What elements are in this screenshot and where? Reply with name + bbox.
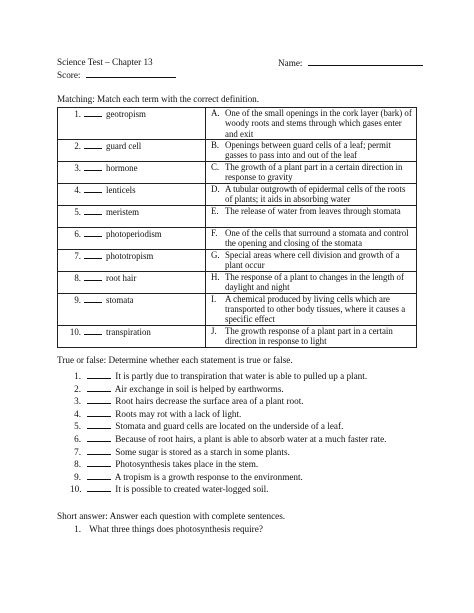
answer-blank [87,395,111,404]
definition-letter: J. [211,325,217,336]
item-number: 5. [74,421,81,432]
matching-row [58,227,417,249]
short-answer-item [70,524,263,535]
answer-blank [87,458,111,467]
answer-blank [84,162,102,171]
term-text: meristem [106,206,140,217]
definition-line: specific effect [225,314,275,325]
short-answer-instructions: Short answer: Answer each question with complete sentences. [57,511,286,521]
term-number: 7. [74,250,81,261]
statement-text: A tropism is a growth response to the environment. [114,471,303,482]
item-number: 7. [74,446,81,457]
matching-row [58,293,417,325]
definition-letter: G. [211,249,220,260]
term-number: 9. [74,294,81,305]
definition-line: The release of water from leaves through stomata [225,205,401,216]
matching-row [58,325,417,347]
statement-text: Some sugar is stored as a starch in some plants. [115,446,290,457]
definition-letter: H. [211,271,220,282]
term-text: root hair [106,272,137,283]
definition-line: transported to other body tissues, where it causes a [225,304,406,315]
definition-letter: E. [211,205,219,216]
true-false-item [70,433,386,445]
item-number: 3. [74,396,81,407]
definition-line: of plants; it aids in absorbing water [225,194,351,205]
matching-row [58,205,417,227]
term-text: lenticels [106,184,136,195]
score-field [57,69,176,81]
answer-blank [84,140,102,149]
answer-blank [87,383,111,392]
answer-blank [87,370,111,379]
answer-blank [87,408,111,417]
answer-blank [87,483,111,492]
answer-blank [84,206,102,215]
true-false-item [70,471,303,483]
matching-row [58,161,417,183]
matching-row [58,271,417,293]
term-text: transpiration [106,326,151,337]
true-false-item [70,446,290,458]
score-blank [86,69,176,78]
definition-line: Special areas where cell division and growth of a [225,249,400,260]
term-number: 6. [74,228,81,239]
matching-definition-cell [206,183,417,205]
answer-blank [84,250,102,259]
answer-blank [84,228,102,237]
matching-instructions: Matching: Match each term with the correct definition. [57,94,260,104]
matching-term-cell [58,325,206,347]
answer-blank [84,294,102,303]
matching-definition-cell [206,271,417,293]
statement-text: It is partly due to transpiration that water is able to pulled up a plant. [115,371,368,381]
answer-blank [84,184,102,193]
term-number: 4. [74,184,81,195]
statement-text: Root hairs decrease the surface area of a plant root. [115,396,304,407]
score-label: Score: [57,70,81,80]
term-number: 2. [74,140,81,151]
matching-definition-cell [206,249,417,271]
matching-row [58,249,417,271]
statement-text: Air exchange in soil is helped by earthworms. [114,383,284,394]
definition-letter: F. [211,227,218,238]
definition-line: gasses to pass into and out of the leaf [225,150,358,161]
definition-line: response to gravity [225,172,293,183]
statement-text: It is possible to created water-logged soil. [115,484,269,495]
true-false-item [70,408,241,420]
term-text: guard cell [106,140,142,151]
matching-definition-cell [206,161,417,183]
item-number: 8. [74,459,81,470]
term-text: stomata [106,294,134,305]
definition-line: The growth response of a plant part in a certain [225,325,393,336]
name-label: Name: [278,58,303,68]
item-number: 10. [70,484,82,495]
definition-letter: D. [211,183,220,194]
answer-blank [87,446,111,455]
definition-line: direction in response to light [225,336,327,347]
term-text: hormone [106,162,138,173]
question-text: What three things does photosynthesis require? [89,524,263,534]
definition-line: the opening and closing of the stomata [225,238,363,249]
item-number: 2. [74,383,81,394]
true-false-item [70,395,304,407]
matching-term-cell [58,293,206,325]
definition-line: One of the small openings in the cork layer (bark) of [225,108,412,118]
statement-text: Roots may rot with a lack of light. [115,408,242,419]
true-false-item [70,483,268,495]
term-text: phototropism [106,250,154,261]
matching-term-cell [58,161,206,183]
definition-line: Openings between guard cells of a leaf; permit [225,139,391,150]
true-false-item [70,420,343,432]
name-blank [308,57,423,66]
item-number: 6. [74,434,81,444]
definition-line: The growth of a plant part in a certain direction in [225,161,403,172]
matching-table [57,107,417,348]
term-number: 5. [74,206,81,217]
item-number: 9. [74,471,81,482]
item-number: 1. [74,524,81,534]
term-text: geotropism [106,109,146,119]
matching-term-cell [58,271,206,293]
definition-line: daylight and night [225,282,290,293]
answer-blank [84,326,102,335]
statement-text: Photosynthesis takes place in the stem. [115,459,259,470]
answer-blank [87,420,111,429]
definition-letter: B. [211,139,220,150]
definition-letter: A. [211,108,220,118]
matching-row [58,183,417,205]
statement-text: Stomata and guard cells are located on the underside of a leaf. [115,421,344,432]
statement-text: Because of root hairs, a plant is able to absorb water at a much faster rate. [115,434,387,444]
definition-line: One of the cells that surround a stomata and control [225,227,409,238]
matching-term-cell [58,227,206,249]
matching-definition-cell [206,325,417,347]
matching-row [58,139,417,161]
answer-blank [87,471,111,480]
matching-definition-cell [206,293,417,325]
matching-term-cell [58,249,206,271]
test-title: Science Test – Chapter 13 [57,57,153,67]
term-number: 8. [74,272,81,283]
definition-line: woody roots and stems through which gases enter [225,118,402,129]
matching-term-cell [58,139,206,161]
matching-term-cell [58,205,206,227]
true-false-item [70,458,258,470]
item-number: 4. [74,408,81,419]
definition-line: plant occur [225,260,265,271]
matching-term-cell [58,108,206,140]
answer-blank [84,108,102,117]
definition-line: and exit [225,128,254,139]
matching-definition-cell [206,139,417,161]
matching-term-cell [58,183,206,205]
true-false-instructions: True or false: Determine whether each statement is true or false. [57,355,293,365]
definition-letter: I. [211,293,217,304]
matching-definition-cell [206,205,417,227]
name-field [278,57,423,69]
term-text: photoperiodism [106,228,162,239]
matching-definition-cell [206,108,417,140]
term-number: 10. [69,326,81,337]
item-number: 1. [74,371,81,381]
answer-blank [87,433,111,442]
true-false-item [70,370,367,382]
definition-line: The response of a plant to changes in the length of [225,271,404,282]
definition-line: A chemical produced by living cells which are [225,293,390,304]
term-number: 3. [74,162,81,173]
true-false-item [70,383,284,395]
answer-blank [84,272,102,281]
matching-definition-cell [206,227,417,249]
definition-line: A tubular outgrowth of epidermal cells of the roots [225,183,406,194]
definition-letter: C. [211,161,220,172]
term-number: 1. [74,109,81,119]
matching-row [58,108,417,140]
